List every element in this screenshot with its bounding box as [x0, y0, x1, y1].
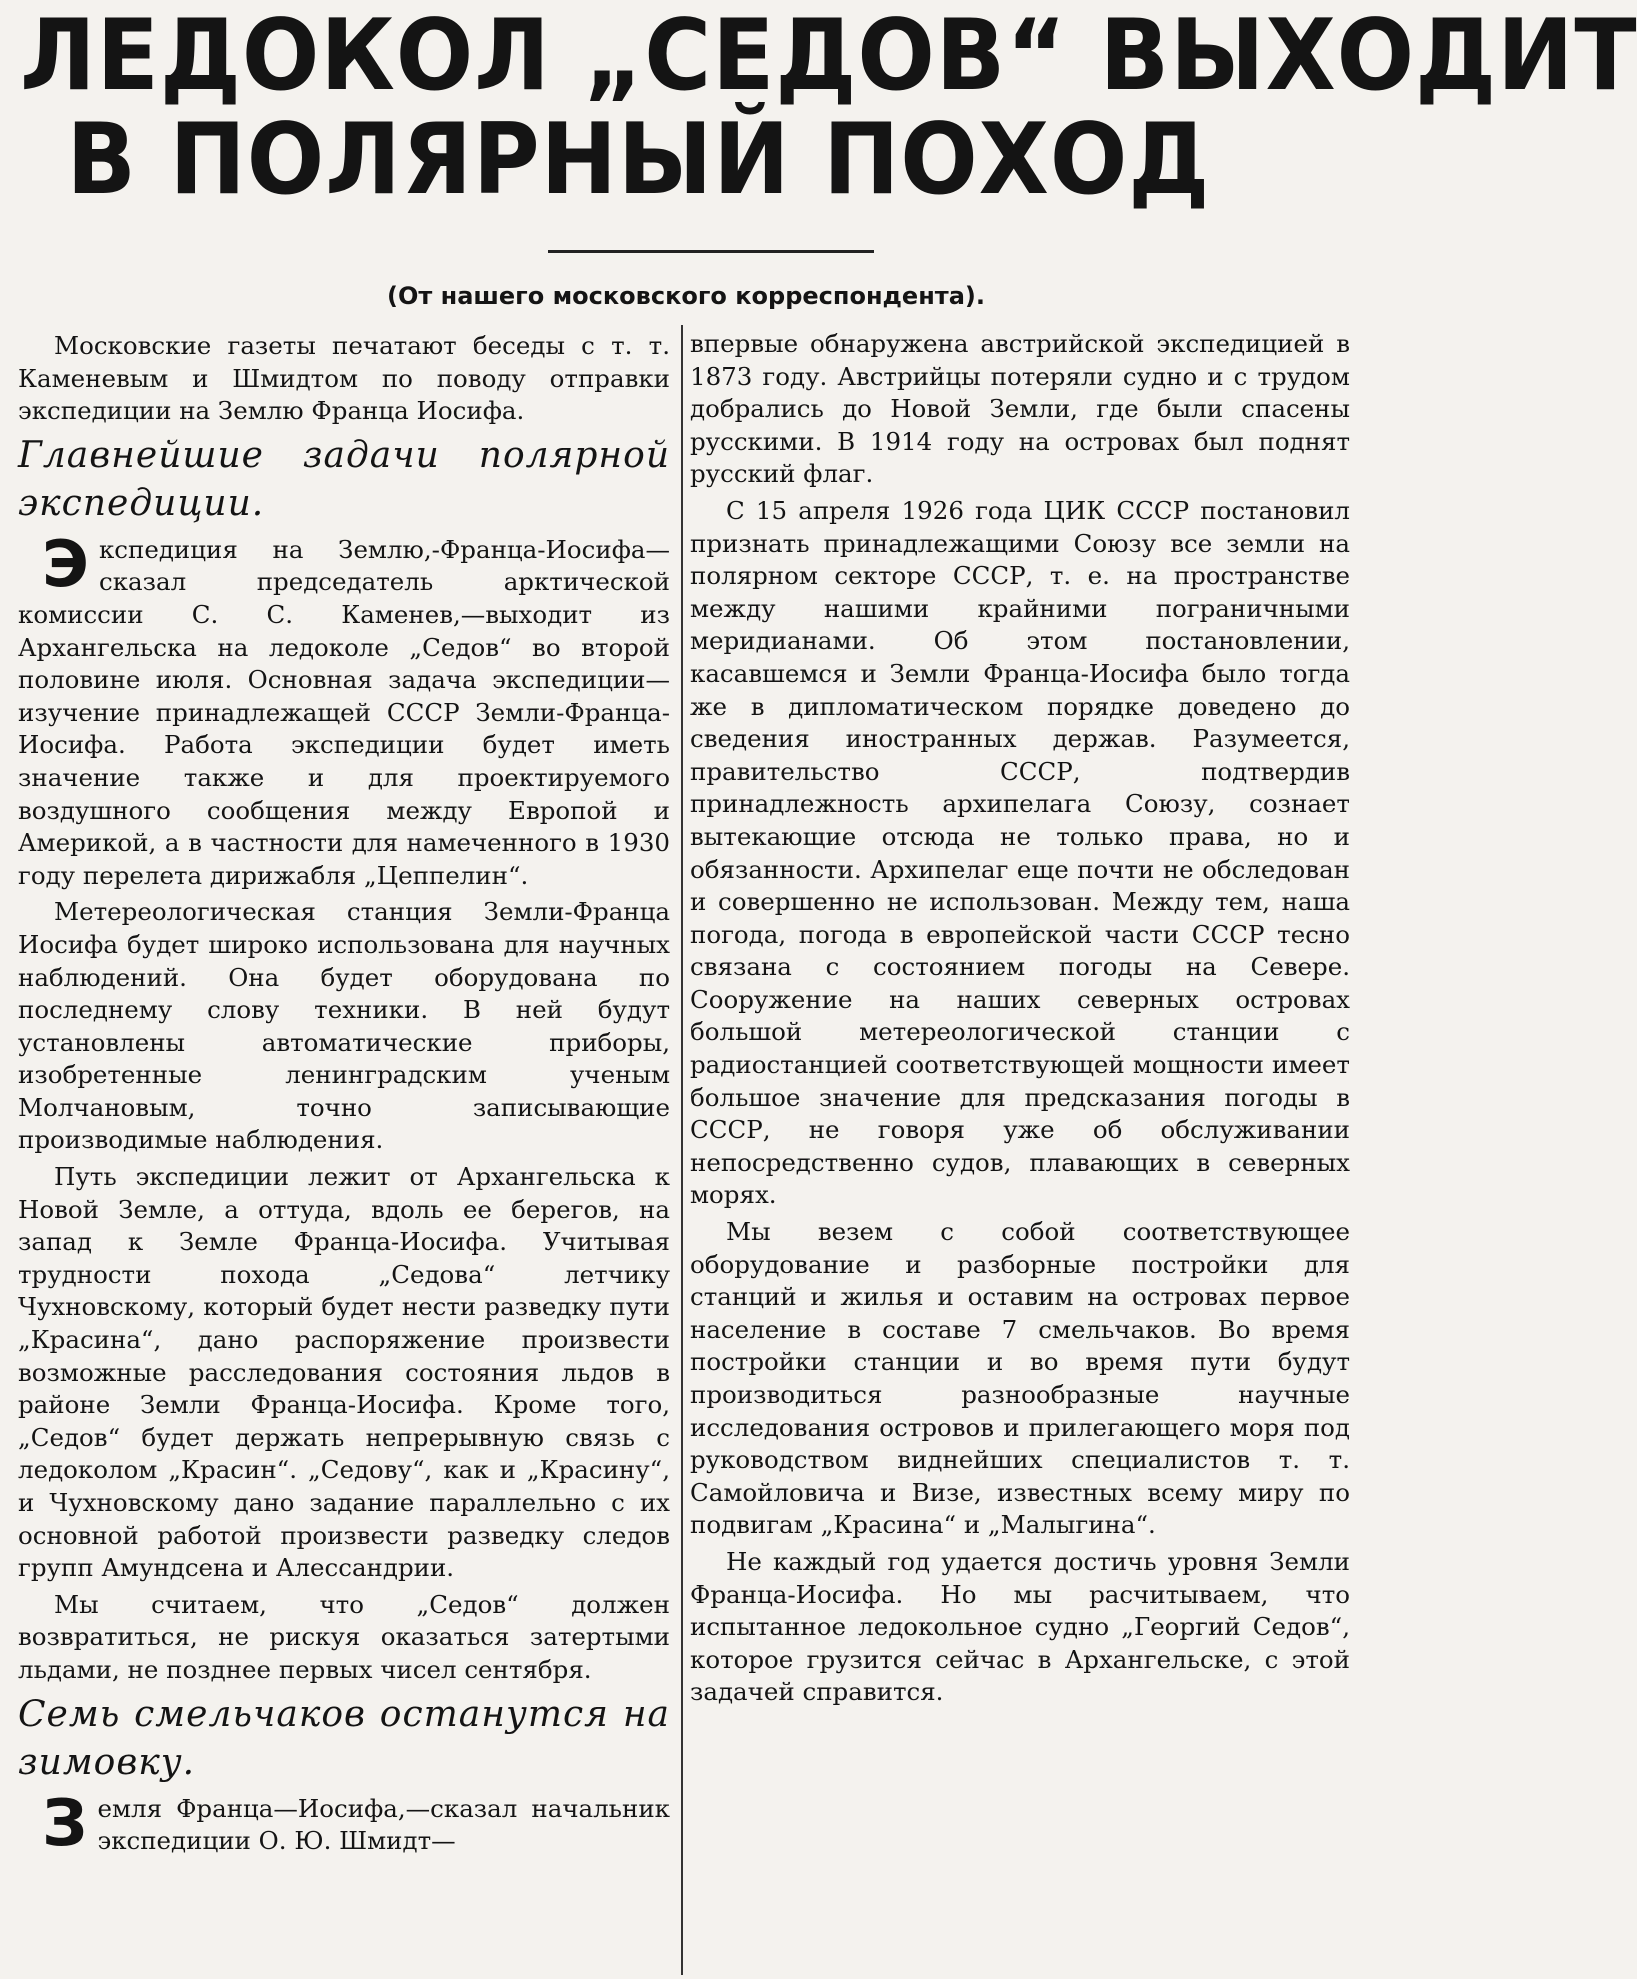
paragraph-schmidt-text: емля Франца—Иосифа,—сказал начальник экспедиции О. Ю. Шмидт—	[97, 1793, 670, 1856]
subhead-seven-brave: Семь смельчаков останутся на зимовку.	[18, 1693, 670, 1783]
paragraph-cik-decree: С 15 апреля 1926 года ЦИК СССР постановил признать принадлежащими Союзу все земли на полярном секторе СССР, т. е. на пространстве между нашими крайними пограничными меридианами. Об этом постановлении, касавшемся и Земли Франца-Иосифа было тогда же в дипломатическом порядке доведено до сведения иностранных держав. Разумеется, правительство СССР, подтвердив принадлежность архипелага Союзу, сознает вытекающие отсюда не только права, но и обязанности. Архипелаг еще почти не обследован и совершенно не использован. Между тем, наша погода, погода в европейской части СССР тесно связана с состоянием погоды на Севере. Сооружение на наших северных островах большой метереологической станции с радиостанцией соответствующей мощности имеет большое значение для предсказания погоды в СССР, не говоря уже об обслуживании непосредственно судов, плавающих в северных морях.	[690, 495, 1350, 1210]
subhead-main-tasks: Главнейшие задачи полярной экспедиции.	[18, 434, 670, 524]
headline-line-2: В ПОЛЯРНЫЙ ПОХОД	[66, 103, 1211, 217]
paragraph-meteo-station: Метереологическая станция Земли-Франца Иосифа будет широко использована для научных наблюдений. Она будет оборудована по последнему слову техники. В ней будут установлены автоматические приборы, изобретенные ленинградским ученым Молчановым, точно записывающие производимые наблюдения.	[18, 897, 670, 1155]
paragraph-return: Мы считаем, что „Седов“ должен возвратиться, не рискуя оказаться затертыми льдами, не позднее первых чисел сентября.	[18, 1589, 670, 1684]
paragraph-conclusion: Не каждый год удается достичь уровня Земли Франца-Иосифа. Но мы расчитываем, что испытанное ледокольное судно „Георгий Седов“, которое грузится сейчас в Архангельске, с этой задачей справится.	[690, 1546, 1350, 1707]
headline	[20, 0, 1637, 217]
intro-paragraph: Московские газеты печатают беседы с т. т. Каменевым и Шмидтом по поводу отправки экспедиции на Землю Франца Иосифа.	[18, 331, 670, 426]
drop-cap: Э	[42, 527, 89, 602]
paragraph-expedition-text: кспедиция на Землю,-Франца-Иосифа— сказал председатель арктической комиссии С. С. Каменев,—выходит из Архангельска на ледоколе „Седов“ во второй половине июля. Основная задача экспедиции— изучение принадлежащей СССР Земли-Франца-Иосифа. Работа экспедиции будет иметь значение также и для проектируемого воздушного сообщения между Европой и Америкой, а в частности для намеченного в 1930 году перелета дирижабля „Цеппелин“.	[18, 534, 670, 890]
paragraph-discovery: впервые обнаружена австрийской экспедицией в 1873 году. Австрийцы потеряли судно и с трудом добрались до Новой Земли, где были спасены русскими. В 1914 году на островах был поднят русский флаг.	[690, 329, 1350, 489]
paragraph-schmidt	[18, 1786, 670, 1861]
paragraph-equipment: Мы везем с собой соответствующее оборудование и разборные постройки для станций и жилья и оставим на островах первое население в составе 7 смельчаков. Во время постройки станции и во время пути будут производиться разнообразные научные исследования островов и прилегающего моря под руководством виднейших специалистов т. т. Самойловича и Визе, известных всему миру по подвигам „Красина“ и „Малыгина“.	[690, 1217, 1350, 1540]
right-column	[690, 328, 1350, 1713]
headline-line-1: ЛЕДОКОЛ „СЕДОВ“ ВЫХОДИТ	[20, 0, 1637, 113]
column-divider	[681, 325, 683, 1975]
paragraph-expedition	[18, 527, 670, 893]
byline: (От нашего московского корреспондента).	[387, 282, 985, 310]
paragraph-route: Путь экспедиции лежит от Архангельска к Новой Земле, а оттуда, вдоль ее берегов, на запад к Земле Франца-Иосифа. Учитывая трудности похода „Седова“ летчику Чухновскому, который будет нести разведку пути „Красина“, дано распоряжение произвести возможные расследования состояния льдов в районе Земли Франца-Иосифа. Кроме того, „Седов“ будет держать непрерывную связь с ледоколом „Красин“. „Седову“, как и „Красину“, и Чухновскому дано задание параллельно с их основной работой произвести разведку следов групп Амундсена и Алессандрии.	[18, 1162, 670, 1583]
headline-rule	[548, 250, 874, 253]
drop-cap: З	[42, 1786, 88, 1861]
left-column	[18, 330, 670, 1862]
